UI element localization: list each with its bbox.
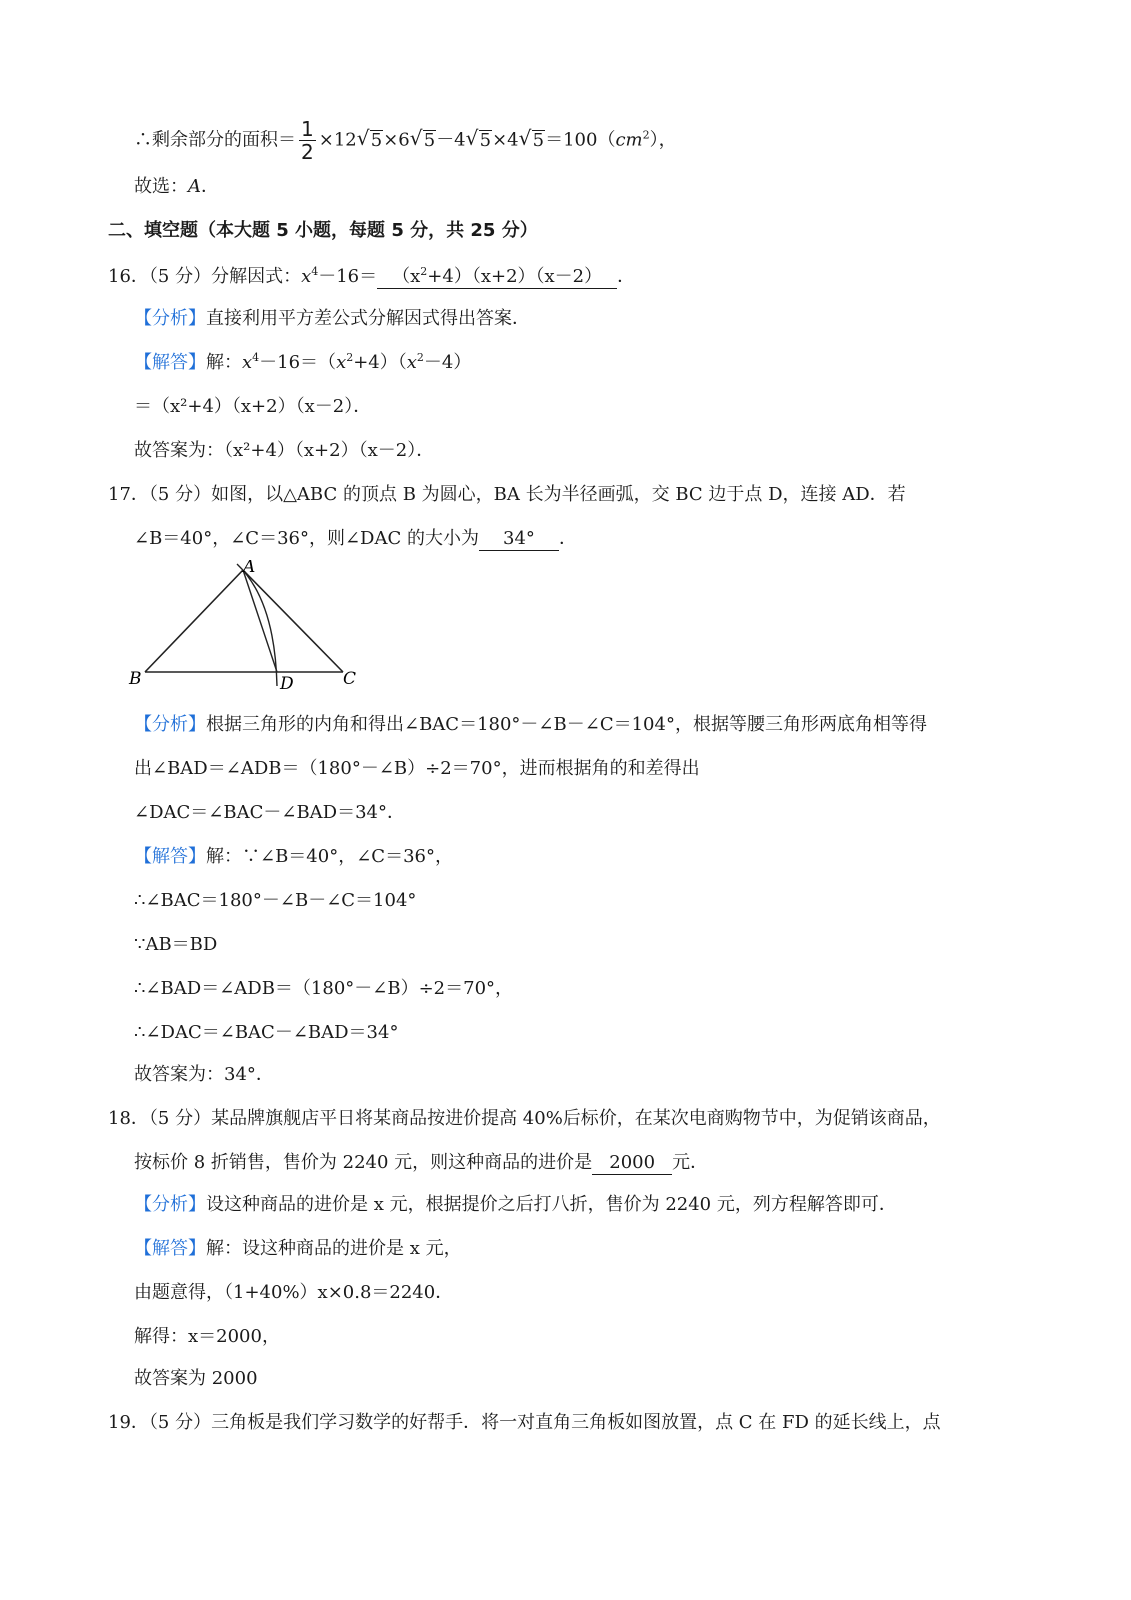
analysis-tag: 【分析】 xyxy=(134,1194,206,1215)
label-c: C xyxy=(343,669,357,689)
q18-analysis: 【分析】设这种商品的进价是 x 元，根据提价之后打八折，售价为 2240 元，列方程解答即可． xyxy=(134,1194,897,1215)
q18-solution-line3: 解得：x＝2000， xyxy=(134,1326,280,1347)
q17-analysis-line3: ∠DAC＝∠BAC－∠BAD＝34°． xyxy=(134,802,406,823)
q18-question-line1: 18．（5 分）某品牌旗舰店平日将某商品按进价提高 40%后标价，在某次电商购物节中，为促销该商品， xyxy=(108,1108,941,1129)
q18-final-answer: 故答案为 2000 xyxy=(134,1368,258,1389)
q16-solution-line1: 【解答】解：$x^4-16=(x^2+4)(x^2-4)$ xyxy=(134,351,472,373)
q17-answer-blank: 34° xyxy=(479,528,559,551)
q18-answer-blank: 2000 xyxy=(592,1152,672,1175)
sqrt-5: √ 5 xyxy=(519,128,545,154)
q17-analysis-line1: 【分析】根据三角形的内角和得出∠BAC＝180°－∠B－∠C＝104°，根据等腰三角形两底角相等得 xyxy=(134,714,927,735)
analysis-tag: 【分析】 xyxy=(134,308,206,329)
q18-question-line2: 按标价 8 折销售，售价为 2240 元，则这种商品的进价是 2000 元． xyxy=(134,1152,709,1173)
segment-ad xyxy=(243,570,277,672)
sqrt-5: √ 5 xyxy=(357,128,383,154)
sqrt-5: √ 5 xyxy=(410,128,436,154)
fraction-one-half: $\frac{1}{2}$ xyxy=(301,117,314,164)
solution-tag: 【解答】 xyxy=(134,352,206,373)
q18-solution-line1: 【解答】解：设这种商品的进价是 x 元， xyxy=(134,1238,462,1259)
solution-tag: 【解答】 xyxy=(134,1238,206,1259)
q19-question-line1: 19．（5 分）三角板是我们学习数学的好帮手．将一对直角三角板如图放置，点 C 在 FD 的延长线上，点 xyxy=(108,1412,941,1433)
choice-line: 故选：A． xyxy=(134,176,219,197)
analysis-tag: 【分析】 xyxy=(134,714,206,735)
q17-solution-line3: ∵AB＝BD xyxy=(134,934,218,955)
triangle-abc-figure xyxy=(125,560,365,695)
q17-solution-line4: ∴∠BAD＝∠ADB＝（180°－∠B）÷2＝70°， xyxy=(134,978,514,999)
solution-tag: 【解答】 xyxy=(134,846,206,867)
label-d: D xyxy=(280,674,294,694)
q16-analysis: 【分析】直接利用平方差公式分解因式得出答案． xyxy=(134,308,530,329)
q17-question-line2: ∠B＝40°，∠C＝36°，则∠DAC 的大小为 34° ． xyxy=(134,528,577,549)
side-ab xyxy=(145,570,243,672)
q17-solution-line1: 【解答】解：∵∠B＝40°，∠C＝36°， xyxy=(134,846,453,867)
q17-solution-line2: ∴∠BAC＝180°－∠B－∠C＝104° xyxy=(134,890,417,911)
label-b: B xyxy=(129,669,142,689)
q17-final-answer: 故答案为：34°． xyxy=(134,1064,274,1085)
sqrt-5: √ 5 xyxy=(466,128,492,154)
q16-answer-blank: $(x^2+4)(x+2)(x-2)$ xyxy=(377,266,617,289)
q17-solution-line5: ∴∠DAC＝∠BAC－∠BAD＝34° xyxy=(134,1022,399,1043)
arc-from-b xyxy=(237,564,277,686)
q17-question-line1: 17．（5 分）如图，以△ABC 的顶点 B 为圆心，BA 长为半径画弧，交 BC 边于点 D，连接 AD．若 xyxy=(108,484,906,505)
q17-analysis-line2: 出∠BAD＝∠ADB＝（180°－∠B）÷2＝70°，进而根据角的和差得出 xyxy=(134,758,700,779)
side-ac xyxy=(243,570,343,672)
q16-final-answer: 故答案为：（x²+4）（x+2）（x－2）． xyxy=(134,440,435,461)
section-heading: 二、填空题（本大题 5 小题，每题 5 分，共 25 分） xyxy=(108,220,538,241)
area-result-line: ∴剩余部分的面积＝ $\frac{1}{2}$ ×12√ 5×6√ 5－4√ 5×4√ $5=100(cm^2)$， xyxy=(134,118,677,163)
label-a: A xyxy=(243,560,256,577)
q16-question: 16．（5 分）分解因式：$x^4-16= (x^2+4)(x+2)(x-2)$ ． xyxy=(108,265,636,287)
q18-solution-line2: 由题意得，（1+40%）x×0.8＝2240． xyxy=(134,1282,454,1303)
q16-solution-line2: ＝（x²+4）（x+2）（x－2）． xyxy=(134,396,372,417)
